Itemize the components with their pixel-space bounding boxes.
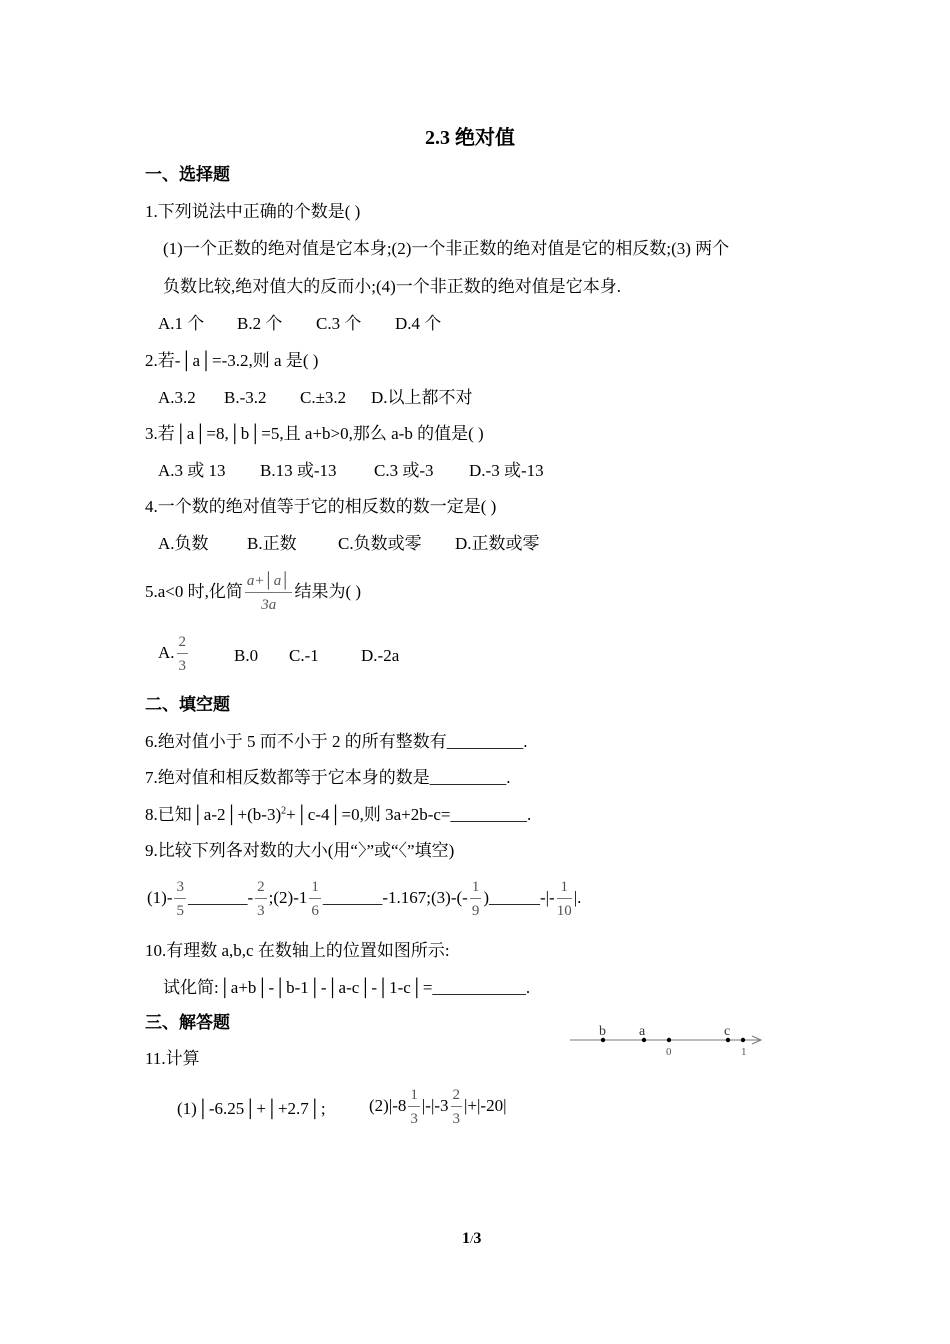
fraction-denominator: 9 bbox=[471, 903, 480, 919]
fraction-numerator: 2 bbox=[177, 633, 189, 654]
question-2-option-a: A.3.2 bbox=[158, 388, 196, 407]
question-11-part-1: (1)│-6.25│+│+2.7│; bbox=[177, 1099, 326, 1118]
page-separator: / bbox=[470, 1232, 474, 1246]
q11-fraction-1 bbox=[408, 1086, 420, 1128]
question-1-stem: 1.下列说法中正确的个数是( ) bbox=[145, 202, 361, 221]
question-5-option-d: D.-2a bbox=[361, 646, 400, 665]
fraction-numerator: a+│a│ bbox=[245, 572, 293, 593]
label-b: b bbox=[599, 1024, 606, 1039]
q9-fraction-2 bbox=[255, 878, 267, 920]
question-5-suffix: 结果为( ) bbox=[294, 581, 362, 601]
q9-part-3: ;(2)-1 bbox=[268, 887, 308, 907]
question-8-pre: 8.已知│a-2│+(b-3) bbox=[145, 805, 282, 824]
question-1-option-a: A.1 个 bbox=[158, 314, 205, 333]
q9-part-1: (1)- bbox=[147, 887, 173, 907]
q9-part-4: _______-1.167;(3)-(- bbox=[322, 887, 468, 907]
point-zero bbox=[667, 1038, 671, 1042]
question-8-post: +│c-4│=0,则 3a+2b-c=_________. bbox=[286, 805, 532, 824]
question-2-option-b: B.-3.2 bbox=[224, 388, 267, 407]
q9-fraction-4 bbox=[470, 878, 482, 920]
section-heading-answer: 三、解答题 bbox=[145, 1013, 230, 1033]
fraction-denominator: 6 bbox=[311, 903, 319, 919]
question-5-option-a bbox=[158, 633, 190, 675]
question-3-option-d: D.-3 或-13 bbox=[469, 461, 544, 480]
question-4-option-c: C.负数或零 bbox=[338, 534, 422, 553]
question-5-fraction bbox=[245, 572, 293, 614]
fraction-numerator: 2 bbox=[255, 878, 267, 899]
tick-zero: 0 bbox=[666, 1046, 672, 1058]
question-10-stem: 10.有理数 a,b,c 在数轴上的位置如图所示: bbox=[145, 941, 450, 960]
question-11-stem: 11.计算 bbox=[145, 1049, 200, 1068]
question-6: 6.绝对值小于 5 而不小于 2 的所有整数有_________. bbox=[145, 732, 528, 751]
label-c: c bbox=[724, 1024, 731, 1039]
question-7: 7.绝对值和相反数都等于它本身的数是_________. bbox=[145, 768, 511, 787]
question-4-option-a: A.负数 bbox=[158, 534, 209, 553]
q11-part2-pre: (2)|-8 bbox=[369, 1095, 407, 1115]
question-4-option-b: B.正数 bbox=[247, 534, 297, 553]
page-title: 2.3 绝对值 bbox=[425, 127, 515, 149]
question-1-option-c: C.3 个 bbox=[316, 314, 362, 333]
fraction-denominator: 10 bbox=[556, 903, 572, 919]
question-4-stem: 4.一个数的绝对值等于它的相反数的数一定是( ) bbox=[145, 497, 497, 516]
tick-one: 1 bbox=[741, 1046, 747, 1058]
label-a: a bbox=[639, 1024, 646, 1039]
q9-part-2: _______- bbox=[187, 887, 254, 907]
fraction-numerator: 1 bbox=[309, 878, 321, 899]
question-10-expression: 试化简:│a+b│-│b-1│-│a-c│-│1-c│=___________. bbox=[163, 978, 531, 997]
question-8-exponent: 2 bbox=[281, 805, 287, 817]
question-3-option-a: A.3 或 13 bbox=[158, 461, 226, 480]
fraction-numerator: 2 bbox=[451, 1086, 463, 1107]
point-one bbox=[741, 1038, 745, 1042]
page-current: 1 bbox=[462, 1230, 470, 1247]
fraction-denominator: 3a bbox=[261, 597, 277, 613]
option-label: A. bbox=[158, 642, 175, 662]
question-5-option-b: B.0 bbox=[234, 646, 259, 665]
question-1-line-1: (1)一个正数的绝对值是它本身;(2)一个非正数的绝对值是它的相反数;(3) 两个 bbox=[163, 239, 730, 258]
question-1-line-2: 负数比较,绝对值大的反而小;(4)一个非正数的绝对值是它本身. bbox=[163, 277, 622, 296]
number-line-diagram bbox=[568, 1020, 768, 1062]
question-1-option-b: B.2 个 bbox=[237, 314, 283, 333]
section-heading-choice: 一、选择题 bbox=[145, 165, 230, 185]
fraction-denominator: 3 bbox=[452, 1111, 461, 1127]
fraction-denominator: 5 bbox=[176, 903, 184, 919]
question-1-option-d: D.4 个 bbox=[395, 314, 442, 333]
fraction-numerator: 1 bbox=[408, 1086, 420, 1107]
question-3-option-c: C.3 或-3 bbox=[374, 461, 434, 480]
q11-part2-post: |+|-20| bbox=[464, 1095, 507, 1115]
question-2-option-d: D.以上都不对 bbox=[371, 388, 473, 407]
q9-fraction-1 bbox=[174, 878, 186, 920]
q9-fraction-5 bbox=[557, 878, 572, 920]
question-2-option-c: C.±3.2 bbox=[300, 388, 347, 407]
question-9-stem: 9.比较下列各对数的大小(用“〉”或“〈”填空) bbox=[145, 841, 455, 860]
q11-part2-mid: |-|-3 bbox=[421, 1095, 449, 1115]
question-2-stem: 2.若-│a│=-3.2,则 a 是( ) bbox=[145, 351, 319, 370]
section-heading-fill: 二、填空题 bbox=[145, 695, 230, 715]
q9-fraction-3 bbox=[309, 878, 321, 920]
q11-fraction-2 bbox=[451, 1086, 463, 1128]
question-3-option-b: B.13 或-13 bbox=[260, 461, 337, 480]
question-9-parts bbox=[147, 878, 581, 920]
question-11-part-2 bbox=[369, 1086, 507, 1128]
fraction-numerator: 3 bbox=[174, 878, 186, 899]
question-8 bbox=[145, 806, 531, 823]
question-5-stem bbox=[145, 572, 361, 614]
question-3-stem: 3.若│a│=8,│b│=5,且 a+b>0,那么 a-b 的值是( ) bbox=[145, 424, 484, 443]
fraction-denominator: 3 bbox=[178, 658, 187, 674]
option-a-fraction bbox=[177, 633, 189, 675]
fraction-denominator: 3 bbox=[257, 903, 265, 919]
fraction-denominator: 3 bbox=[410, 1111, 418, 1127]
question-5-option-c: C.-1 bbox=[289, 646, 319, 665]
page-total: 3 bbox=[473, 1230, 482, 1247]
fraction-numerator: 1 bbox=[557, 878, 572, 899]
question-5-prefix: 5.a<0 时,化简 bbox=[145, 581, 243, 601]
fraction-numerator: 1 bbox=[470, 878, 482, 899]
q9-part-6: |. bbox=[573, 887, 582, 907]
q9-part-5: )______-|- bbox=[483, 887, 555, 907]
page-number bbox=[462, 1231, 481, 1247]
question-4-option-d: D.正数或零 bbox=[455, 534, 540, 553]
